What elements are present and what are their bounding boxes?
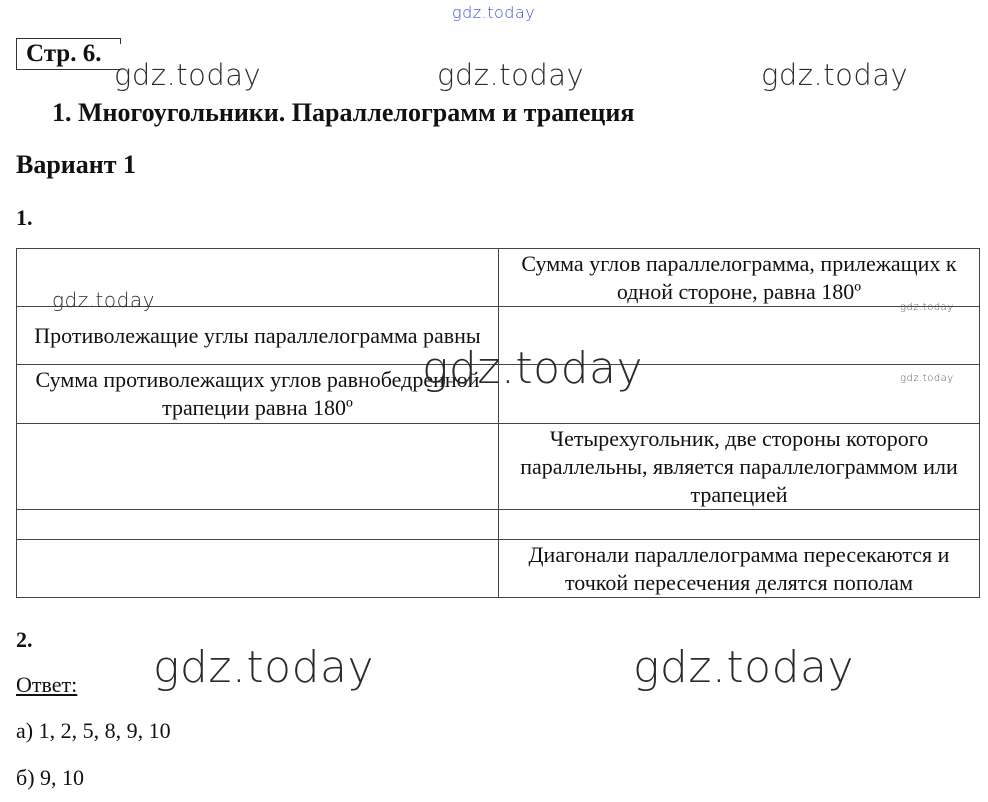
answer-label: Ответ: xyxy=(16,672,78,697)
table-row xyxy=(17,510,980,540)
table-cell xyxy=(17,540,499,598)
table-row xyxy=(17,249,980,307)
watermark: gdz.today xyxy=(52,288,155,312)
task-2-number: 2. xyxy=(16,627,33,652)
watermark: gdz.today xyxy=(422,343,644,394)
watermark: gdz.today xyxy=(437,58,585,92)
page-label-border xyxy=(120,38,121,44)
table-cell: Четырехугольник, две стороны которого параллельны, является параллелограммом или трапецией xyxy=(499,424,980,510)
table-row xyxy=(17,424,980,510)
table-cell: Сумма противолежащих углов равнобедренной трапеции равна 180º xyxy=(17,365,499,424)
table-cell: Сумма углов параллелограмма, прилежащих к одной стороне, равна 180º xyxy=(499,249,980,307)
watermark-top: gdz.today xyxy=(452,3,536,22)
table-cell xyxy=(499,510,980,540)
section-title: 1. Многоугольники. Параллелограмм и трапеция xyxy=(52,98,635,127)
table-cell xyxy=(17,424,499,510)
answer-b: б) 9, 10 xyxy=(16,765,85,790)
task-1-number: 1. xyxy=(16,205,33,230)
table-cell xyxy=(17,510,499,540)
statements-table xyxy=(16,248,980,598)
table-row xyxy=(17,540,980,598)
watermark: gdz.today xyxy=(633,642,855,693)
answer-a: а) 1, 2, 5, 8, 9, 10 xyxy=(16,718,171,743)
variant-heading: Вариант 1 xyxy=(16,150,137,179)
table-cell: Противолежащие углы параллелограмма равны xyxy=(17,307,499,365)
page-label: Стр. 6. xyxy=(16,38,120,70)
watermark: gdz.today xyxy=(761,58,909,92)
watermark: gdz.today xyxy=(114,58,262,92)
watermark: gdz.today xyxy=(900,373,954,384)
watermark: gdz.today xyxy=(153,642,375,693)
table-cell: Диагонали параллелограмма пересекаются и точкой пересечения делятся пополам xyxy=(499,540,980,598)
watermark: gdz.today xyxy=(900,302,954,313)
